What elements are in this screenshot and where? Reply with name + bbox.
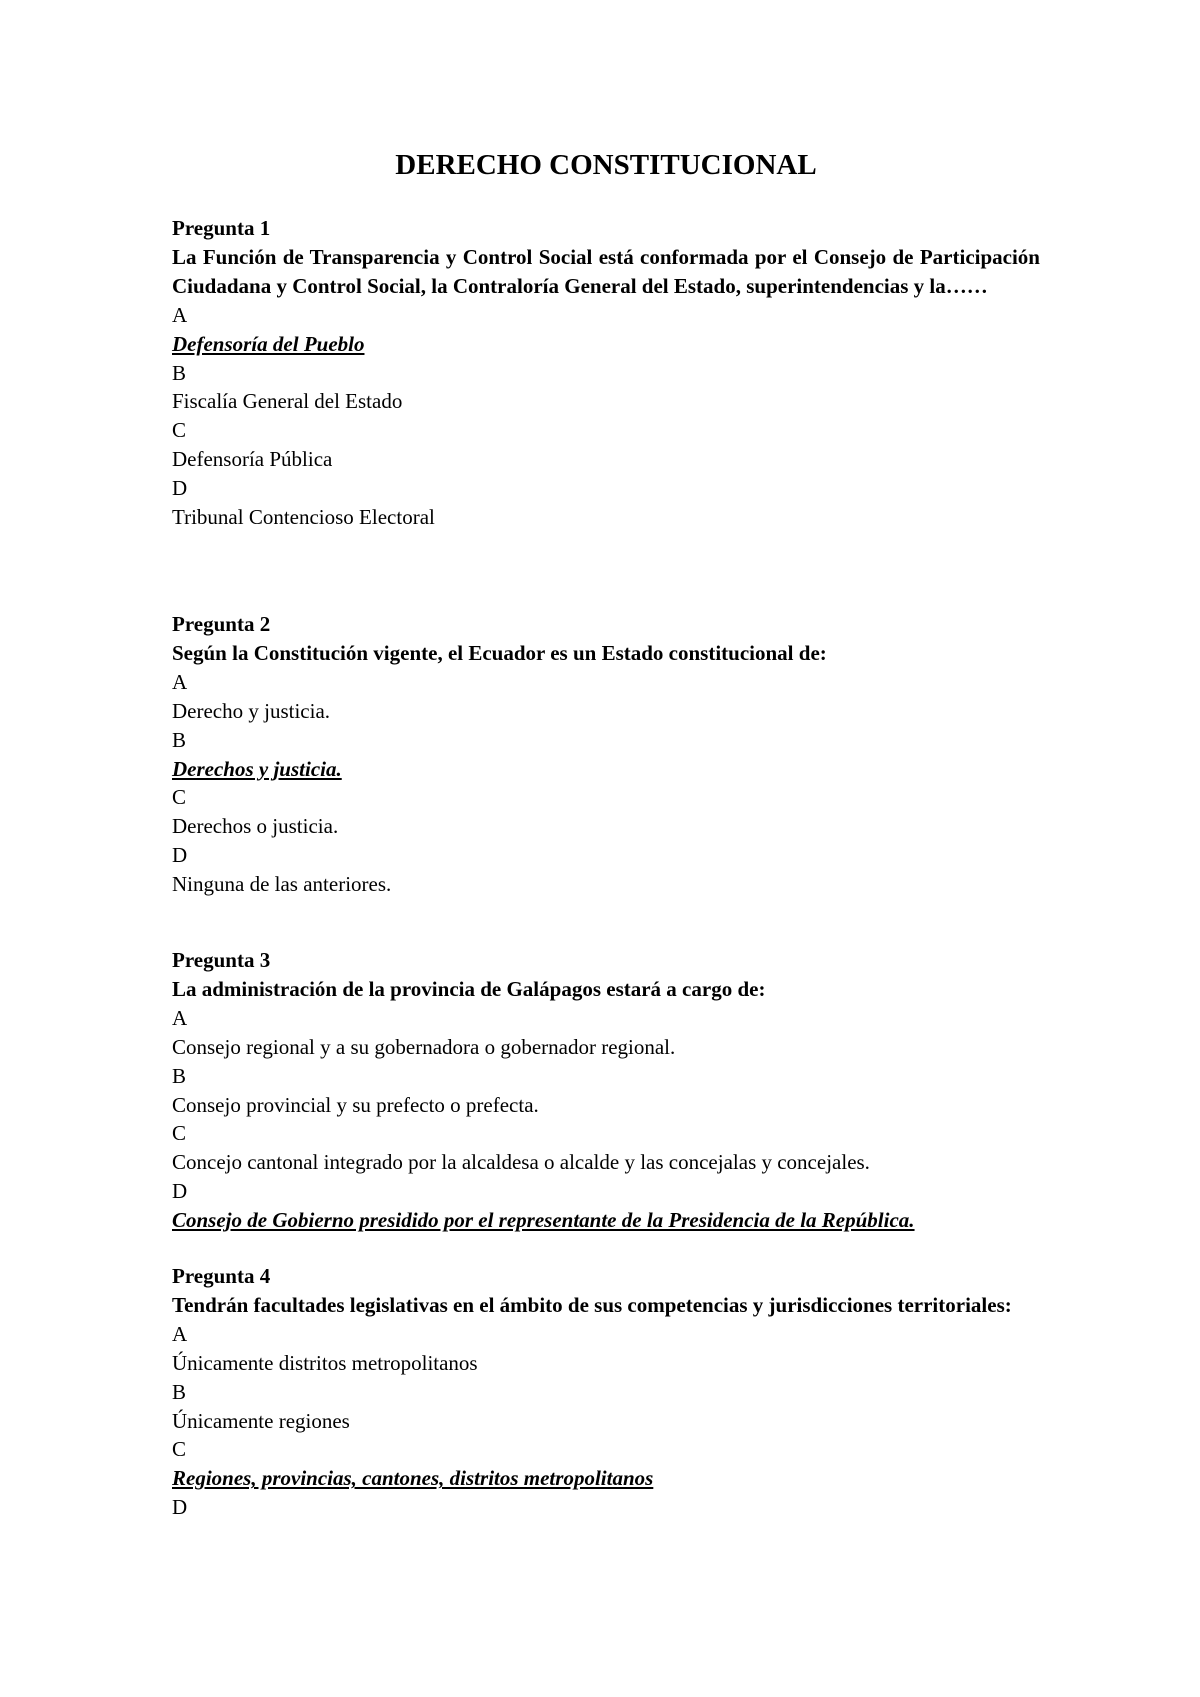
option-text-a: Defensoría del Pueblo	[172, 331, 365, 356]
option-text-a: Únicamente distritos metropolitanos	[172, 1350, 478, 1375]
option-letter-c: C	[172, 1437, 187, 1462]
option-letter-a: A	[172, 1005, 188, 1030]
option-text-b: Únicamente regiones	[172, 1408, 350, 1433]
document-title: DERECHO CONSTITUCIONAL	[395, 149, 817, 181]
question-1	[172, 214, 1040, 532]
option-text-b: Derechos y justicia.	[172, 756, 342, 781]
option-text-d: Consejo de Gobierno presidido por el representante de la Presidencia de la República.	[172, 1208, 915, 1233]
question-label: Pregunta 3	[172, 948, 271, 972]
option-letter-b: B	[172, 360, 187, 385]
question-2	[172, 610, 1040, 899]
option-letter-a: A	[172, 302, 188, 327]
option-letter-d: D	[172, 1495, 188, 1520]
question-label: Pregunta 2	[172, 612, 271, 636]
option-letter-c: C	[172, 418, 187, 443]
question-label: Pregunta 4	[172, 1264, 271, 1288]
option-text-a: Consejo regional y a su gobernadora o gobernador regional.	[172, 1034, 676, 1059]
question-text: La administración de la provincia de Galápagos estará a cargo de:	[172, 976, 766, 1001]
option-letter-d: D	[172, 843, 188, 868]
option-text-c: Concejo cantonal integrado por la alcaldesa o alcalde y las concejalas y concejales.	[172, 1150, 870, 1175]
option-text-b: Consejo provincial y su prefecto o prefecta.	[172, 1092, 539, 1117]
question-4	[172, 1262, 1040, 1522]
option-letter-a: A	[172, 669, 188, 694]
question-text: Tendrán facultades legislativas en el ámbito de sus competencias y jurisdicciones territoriales:	[172, 1292, 1012, 1317]
question-label: Pregunta 1	[172, 216, 271, 240]
option-text-c: Defensoría Pública	[172, 447, 333, 472]
question-text: Según la Constitución vigente, el Ecuador es un Estado constitucional de:	[172, 640, 827, 665]
option-letter-c: C	[172, 1121, 187, 1146]
option-text-d: Ninguna de las anteriores.	[172, 872, 392, 897]
question-text: La Función de Transparencia y Control Social está conformada por el Consejo de Participación Ciudadana y Control Social, la Contraloría General del Estado, superintendencias y la……	[172, 244, 1040, 298]
option-letter-b: B	[172, 1063, 187, 1088]
option-letter-b: B	[172, 727, 187, 752]
option-letter-b: B	[172, 1379, 187, 1404]
option-text-a: Derecho y justicia.	[172, 698, 331, 723]
option-letter-d: D	[172, 476, 188, 501]
option-text-b: Fiscalía General del Estado	[172, 389, 403, 414]
question-3	[172, 946, 1040, 1235]
option-letter-c: C	[172, 785, 187, 810]
option-text-d: Tribunal Contencioso Electoral	[172, 505, 435, 530]
option-text-c: Regiones, provincias, cantones, distritos metropolitanos	[172, 1466, 654, 1491]
option-letter-a: A	[172, 1321, 188, 1346]
option-text-c: Derechos o justicia.	[172, 814, 339, 839]
option-letter-d: D	[172, 1179, 188, 1204]
